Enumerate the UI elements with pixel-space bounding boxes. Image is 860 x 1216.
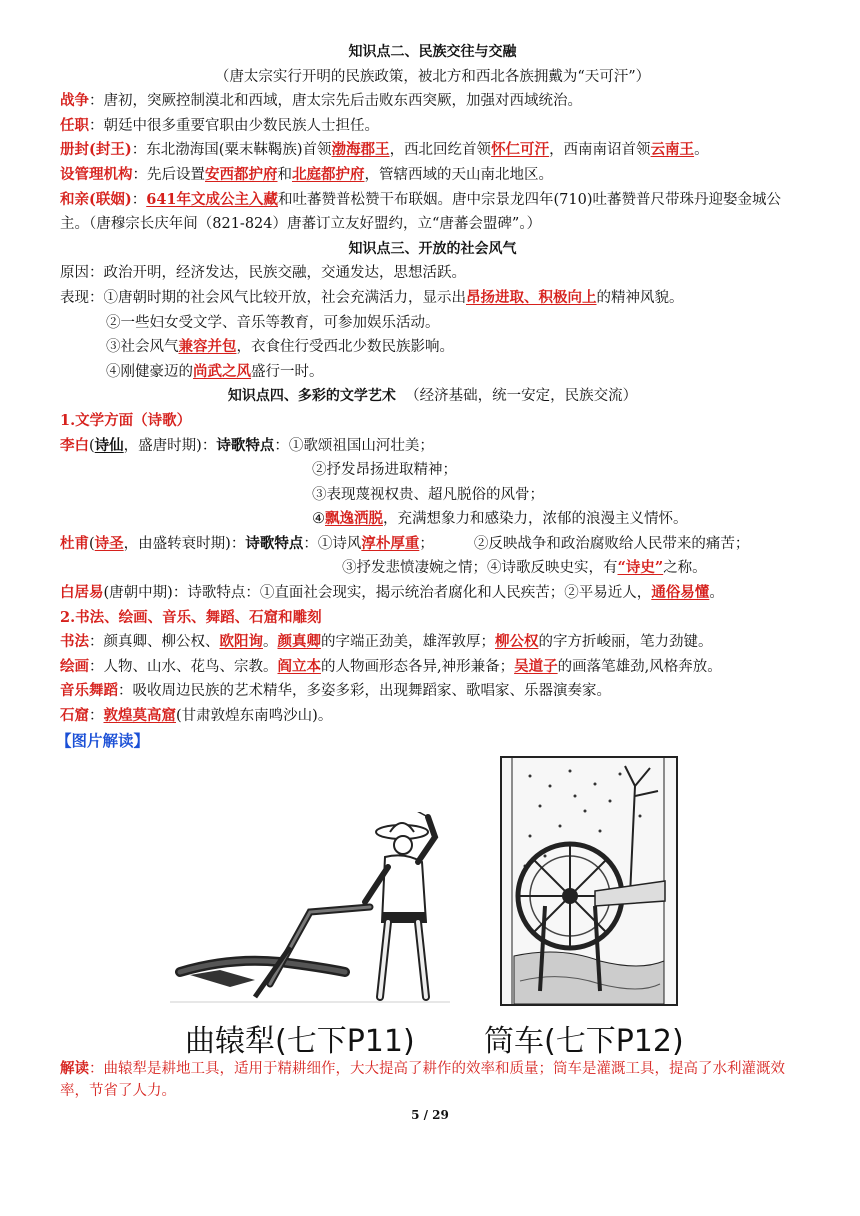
marriage-label: 和亲(联姻) bbox=[60, 190, 132, 208]
keyword-ouyang: 欧阳询 bbox=[219, 633, 263, 651]
grotto-line bbox=[60, 704, 805, 729]
reason-line: 原因：政治开明，经济发达，民族交融，交通发达，思想活跃。 bbox=[60, 265, 466, 282]
dufu-semicolon: ； bbox=[419, 535, 434, 552]
bai-name: 白居易 bbox=[60, 584, 104, 602]
dufu-feature-tail: 之称。 bbox=[663, 560, 707, 577]
war-line bbox=[60, 89, 805, 114]
marriage-text-2: 和吐蕃赞普松赞干布联姻。唐中宗景龙四年(710)吐蕃赞普尺带珠丹迎娶金城公主。（唐穆宗长庆年间（821-824）唐蕃订立友好盟约，立“唐蕃会盟碑”。） bbox=[60, 191, 782, 233]
ennoble-text-3: ，西南南诏首领 bbox=[549, 142, 651, 159]
literature-subheading: 1.文学方面（诗歌） bbox=[60, 411, 192, 429]
keyword-wencheng: 641年文成公主入藏 bbox=[146, 190, 279, 208]
section4-title: 知识点四、多彩的文学艺术 bbox=[227, 388, 396, 405]
performance-1-text: 表现：①唐朝时期的社会风气比较开放，社会充满活力，显示出 bbox=[60, 289, 466, 306]
dufu-line-2 bbox=[60, 556, 805, 581]
plow-farmer-illustration bbox=[160, 812, 460, 1012]
keyword-yanzhenqing: 颜真卿 bbox=[277, 633, 321, 651]
keyword-angyang: 昂扬进取、积极向上 bbox=[466, 288, 597, 306]
dufu-feature-label: 诗歌特点 bbox=[245, 534, 304, 552]
ennoble-text-4: 。 bbox=[694, 142, 709, 159]
keyword-beiting: 北庭都护府 bbox=[292, 165, 365, 183]
libai-line-2: ②抒发昂扬进取精神； bbox=[312, 462, 457, 479]
music-label: 音乐舞蹈 bbox=[60, 682, 118, 700]
arts-subheading: 2.书法、绘画、音乐、舞蹈、石窟和雕刻 bbox=[60, 608, 322, 626]
music-line bbox=[60, 679, 805, 704]
calligraphy-text-1: ：颜真卿、柳公权、 bbox=[89, 634, 220, 651]
performance-4-tail: 盛行一时。 bbox=[251, 363, 324, 380]
interpretation-label: 解读 bbox=[60, 1060, 89, 1077]
calligraphy-line bbox=[60, 630, 805, 655]
performance-4-text: ④刚健豪迈的 bbox=[106, 363, 193, 380]
keyword-bohai: 渤海郡王 bbox=[331, 141, 390, 159]
admin-text-3: ，管辖西域的天山南北地区。 bbox=[364, 166, 553, 183]
admin-text-1: ：先后设置 bbox=[132, 166, 205, 183]
calligraphy-text-3: 的字端正劲美，雄浑敦厚； bbox=[321, 634, 495, 651]
libai-period: ，盛唐时期)： bbox=[123, 437, 217, 454]
bai-tail: 。 bbox=[709, 585, 724, 602]
keyword-shixian: 诗仙 bbox=[94, 436, 124, 454]
painting-text-1: ：人物、山水、花鸟、宗教。 bbox=[89, 658, 278, 675]
section2-title: 知识点二、民族交往与交融 bbox=[348, 44, 517, 60]
libai-feature-label: 诗歌特点 bbox=[216, 436, 275, 454]
keyword-piaoyi: 飘逸洒脱 bbox=[325, 510, 383, 528]
ennoble-text-2: ，西北回纥首领 bbox=[389, 142, 492, 159]
performance-1 bbox=[60, 286, 805, 311]
libai-feature-1: ：①歌颂祖国山河壮美； bbox=[274, 437, 434, 454]
section4-note: （经济基础，统一安定，民族交流） bbox=[405, 388, 638, 405]
war-label: 战争 bbox=[60, 92, 89, 110]
grotto-colon: ： bbox=[89, 708, 104, 725]
dufu-paren: ( bbox=[89, 535, 95, 552]
painting-text-2: 的人物画形态各异,神形兼备； bbox=[321, 658, 515, 675]
ennoble-label: 册封(封王) bbox=[60, 141, 132, 159]
dufu-line-1 bbox=[60, 532, 805, 557]
keyword-chunpu: 淳朴厚重 bbox=[361, 534, 420, 552]
document-body bbox=[56, 40, 805, 753]
keyword-liugongquan: 柳公权 bbox=[495, 633, 539, 651]
calligraphy-text-2: 。 bbox=[263, 634, 278, 651]
dufu-feature-3: ③抒发悲愤凄婉之情；④诗歌反映史实，有 bbox=[342, 560, 618, 577]
keyword-shisheng: 诗圣 bbox=[94, 534, 124, 552]
keyword-jianrong: 兼容并包 bbox=[178, 338, 237, 356]
section3-title: 知识点三、开放的社会风气 bbox=[348, 240, 517, 257]
keyword-shishi: “诗史” bbox=[617, 559, 664, 577]
office-line bbox=[60, 114, 805, 139]
dufu-feature-1: ：①诗风 bbox=[303, 535, 362, 552]
grotto-text: (甘肃敦煌东南鸣沙山)。 bbox=[176, 708, 333, 725]
caption-waterwheel: 筒车(七下P12) bbox=[484, 1024, 684, 1059]
calligraphy-text-4: 的字方折峻丽，笔力劲键。 bbox=[538, 634, 713, 651]
page-number: 5 / 29 bbox=[411, 1108, 449, 1122]
marriage-para bbox=[60, 188, 805, 237]
ennoble-line bbox=[60, 138, 805, 163]
interpretation-text: ：曲辕犁是耕地工具，适用于精耕细作，大大提高了耕作的效率和质量；筒车是灌溉工具，提高了水利灌溉效率，节省了人力。 bbox=[60, 1061, 785, 1099]
libai-name: 李白 bbox=[60, 436, 89, 454]
ennoble-text-1: ：东北渤海国(粟末靺鞨族)首领 bbox=[131, 142, 332, 159]
painting-label: 绘画 bbox=[60, 657, 89, 675]
keyword-tongsu: 通俗易懂 bbox=[651, 584, 710, 602]
keyword-yanliben: 阎立本 bbox=[277, 657, 321, 675]
performance-3-tail: ，衣食住行受西北少数民族影响。 bbox=[236, 339, 454, 356]
dufu-period: ，由盛转衰时期)： bbox=[123, 535, 246, 552]
interpretation-para bbox=[60, 1058, 805, 1102]
performance-3-text: ③社会风气 bbox=[106, 339, 179, 356]
keyword-huairen: 怀仁可汗 bbox=[491, 141, 550, 159]
keyword-mogao: 敦煌莫高窟 bbox=[103, 707, 176, 725]
admin-text-2: 和 bbox=[277, 166, 292, 183]
section4-title-line bbox=[60, 384, 805, 409]
keyword-wudaozi: 吴道子 bbox=[514, 657, 558, 675]
water-wheel-illustration bbox=[500, 756, 678, 1006]
office-text: ：朝廷中很多重要官职由少数民族人士担任。 bbox=[89, 117, 379, 134]
performance-4 bbox=[60, 360, 805, 385]
war-text: ：唐初，突厥控制漠北和西域，唐太宗先后击败东西突厥，加强对西域统治。 bbox=[89, 93, 582, 110]
performance-3 bbox=[60, 335, 805, 360]
painting-line bbox=[60, 655, 805, 680]
section2-subtitle: （唐太宗实行开明的民族政策，被北方和西北各族拥戴为“天可汗”） bbox=[214, 68, 651, 85]
office-label: 任职 bbox=[60, 116, 89, 134]
calligraphy-label: 书法 bbox=[60, 633, 89, 651]
libai-line-3: ③表现蔑视权贵、超凡脱俗的风骨； bbox=[312, 486, 544, 503]
caption-plow: 曲辕犁(七下P11) bbox=[185, 1024, 415, 1059]
marriage-text-1: ： bbox=[131, 191, 147, 208]
libai-line-4 bbox=[60, 507, 805, 532]
admin-label: 设管理机构 bbox=[60, 165, 133, 183]
libai-feature-4-text: ，充满想象力和感染力，浓郁的浪漫主义情怀。 bbox=[383, 511, 688, 528]
keyword-shangwu: 尚武之风 bbox=[193, 362, 251, 380]
bai-text: (唐朝中期)：诗歌特点：①直面社会现实，揭示统治者腐化和人民疾苦；②平易近人， bbox=[103, 585, 652, 602]
keyword-yunnan: 云南王 bbox=[650, 141, 695, 159]
dufu-name: 杜甫 bbox=[60, 534, 89, 552]
performance-1-tail: 的精神风貌。 bbox=[596, 289, 684, 306]
bai-line bbox=[60, 581, 805, 606]
performance-2: ②一些妇女受文学、音乐等教育，可参加娱乐活动。 bbox=[106, 314, 440, 331]
figures-area bbox=[0, 752, 860, 1062]
grotto-label: 石窟 bbox=[60, 707, 89, 725]
music-text: ：吸收周边民族的艺术精华，多姿多彩，出现舞蹈家、歌唱家、乐器演奏家。 bbox=[118, 683, 611, 700]
picture-heading: 【图片解读】 bbox=[56, 730, 150, 750]
libai-feature-4-num: ④ bbox=[312, 511, 325, 528]
keyword-anxi: 安西都护府 bbox=[205, 165, 278, 183]
dufu-feature-2: ②反映战争和政治腐败给人民带来的痛苦； bbox=[473, 535, 750, 552]
libai-line-1 bbox=[60, 434, 805, 459]
libai-paren: ( bbox=[89, 437, 95, 454]
painting-text-3: 的画落笔雄劲,风格奔放。 bbox=[557, 658, 722, 675]
admin-line bbox=[60, 163, 805, 188]
